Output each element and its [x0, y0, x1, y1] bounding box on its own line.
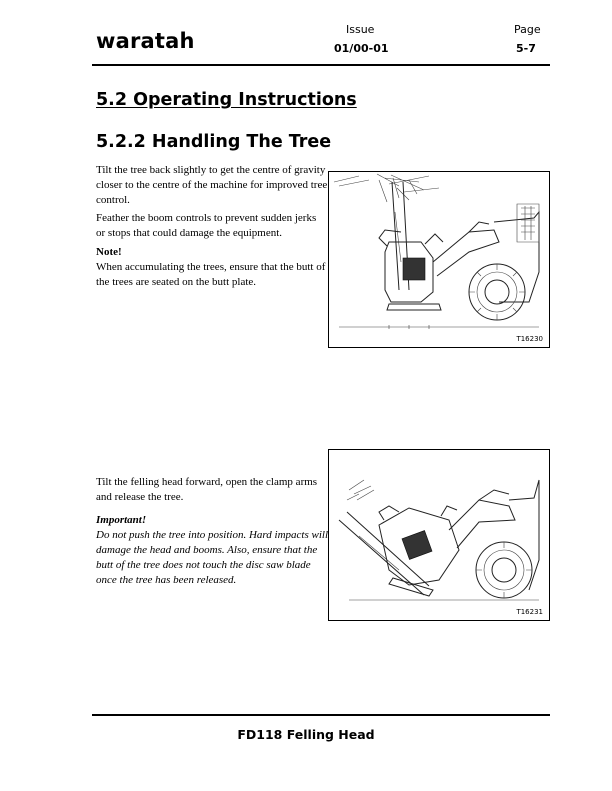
figure-tree-release — [328, 449, 550, 621]
paragraph-tilt-forward: Tilt the felling head forward, open the clamp arms and release the tree. — [96, 476, 318, 503]
section-heading: 5.2 Operating Instructions — [96, 90, 357, 110]
subsection-heading: 5.2.2 Handling The Tree — [96, 132, 332, 152]
brand-logo: waratah — [96, 29, 195, 53]
figure-id-2: T16231 — [516, 608, 543, 616]
header-rule — [92, 64, 550, 66]
important-title: Important! — [96, 514, 147, 526]
felling-head-holding-tree-illustration — [329, 172, 549, 347]
issue-value: 01/00-01 — [334, 42, 389, 55]
important-block — [96, 513, 328, 588]
footer-rule — [92, 714, 550, 716]
paragraph-tilt-back: Tilt the tree back slightly to get the centre of gravity closer to the centre of the machine for improved tree control. — [96, 164, 328, 206]
issue-label: Issue — [346, 23, 375, 36]
note-block — [96, 245, 328, 290]
note-text: When accumulating the trees, ensure that the butt of the trees are seated on the butt plate. — [96, 261, 326, 288]
figure-tree-handling — [328, 171, 550, 348]
paragraph-feather-controls: Feather the boom controls to prevent sudden jerks or stops that could damage the equipment. — [96, 212, 317, 239]
page-label: Page — [514, 23, 541, 36]
footer-title: FD118 Felling Head — [237, 727, 375, 742]
important-text: Do not push the tree into position. Hard impacts will damage the head and booms. Also, ensure that the butt of the tree does not touch the disc saw blade once the tree has been released. — [96, 529, 329, 586]
page-number: 5-7 — [516, 42, 536, 55]
note-title: Note! — [96, 246, 122, 258]
felling-head-releasing-tree-illustration — [329, 450, 549, 620]
figure-id-1: T16230 — [516, 335, 543, 343]
